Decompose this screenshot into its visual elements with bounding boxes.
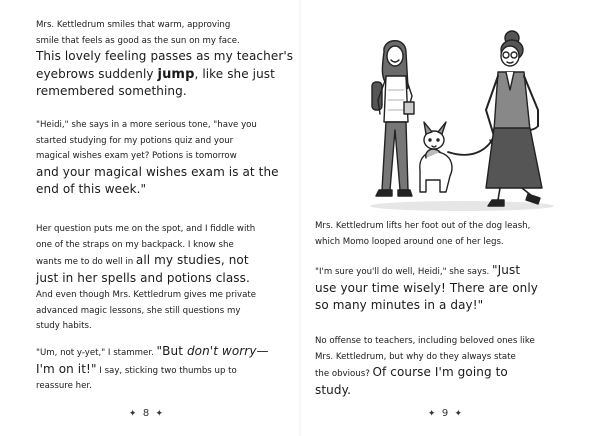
p1-line1: Mrs. Kettledrum smiles that warm, approving	[36, 20, 231, 30]
girl-figure	[372, 41, 414, 196]
p3-line7: study habits.	[36, 321, 92, 331]
p2-line4: and your magical wishes exam is at the	[36, 164, 279, 179]
p1-line3: This lovely feeling passes as my teacher's	[36, 49, 294, 63]
p4-line1c: don't worry	[186, 344, 257, 358]
paragraph-2	[36, 118, 279, 200]
p2-line5: end of this week."	[36, 182, 147, 196]
p3-line3a: the obvious?	[315, 369, 373, 379]
p3-line4: just in her spells and potions class.	[36, 270, 250, 285]
ornament-icon: ✦	[128, 409, 137, 419]
p4-line1a: "Um, not y-yet," I stammer.	[36, 348, 157, 358]
p2-line1a: "I'm sure you'll do well, Heidi," she says.	[315, 267, 493, 277]
p2-line1b: "Just	[492, 263, 521, 277]
p1-line2: smile that feels as good as the sun on my face.	[36, 35, 240, 46]
page-number: 9	[441, 408, 449, 419]
p2-line1: "Heidi," she says in a more serious tone, "have you	[36, 120, 257, 130]
p3-line4: study.	[315, 382, 351, 397]
p4-line2a: I'm on it!"	[36, 361, 97, 376]
p1-line2: which Momo looped around one of her legs.	[315, 236, 504, 247]
paragraph-3	[315, 334, 535, 400]
p3-line6: advanced magic lessons, she still questions my	[36, 305, 241, 316]
ornament-icon: ✦	[155, 409, 164, 419]
paragraph-1	[36, 18, 293, 102]
p3-line3a: wants me to do well in	[36, 257, 136, 267]
p2-line3: so many minutes in a day!"	[315, 298, 484, 312]
p4-line2b: I say, sticking two thumbs up to	[96, 365, 237, 376]
p3-line1: Her question puts me on the spot, and I fiddle with	[36, 224, 256, 234]
p1-line1: Mrs. Kettledrum lifts her foot out of the dog leash,	[315, 221, 531, 231]
p4-line1b: "But	[156, 344, 187, 358]
p2-line2: started studying for my potions quiz and your	[36, 135, 234, 146]
p3-line3b: all my studies, not	[135, 253, 249, 267]
p1-line4b: jump	[157, 66, 195, 82]
p4-line3: reassure her.	[36, 381, 92, 391]
p1-line4a: eyebrows suddenly	[36, 66, 158, 81]
paragraph-4	[36, 344, 269, 395]
ornament-icon: ✦	[427, 409, 436, 419]
p1-line5: remembered something.	[36, 84, 187, 98]
p3-line1: No offense to teachers, including beloved ones like	[315, 336, 535, 346]
page-number-right	[415, 408, 475, 419]
ornament-icon: ✦	[454, 409, 463, 419]
p3-line2: one of the straps on my backpack. I know she	[36, 239, 234, 250]
paragraph-1	[315, 219, 530, 250]
p3-line3b: Of course I'm going to	[372, 365, 508, 379]
p2-line2: use your time wisely! There are only	[315, 280, 539, 295]
p3-line5: And even though Mrs. Kettledrum gives me private	[36, 290, 257, 300]
p2-line3: magical wishes exam yet? Potions is tomorrow	[36, 151, 237, 161]
girl-teacher-dog-illustration-icon	[362, 30, 562, 214]
p4-line1d: —	[256, 344, 269, 358]
p1-line4c: , like she just	[194, 66, 275, 81]
page-number: 8	[142, 408, 150, 419]
page-number-left	[116, 408, 176, 419]
paragraph-3	[36, 222, 256, 335]
dog-figure	[420, 122, 452, 192]
p3-line2: Mrs. Kettledrum, but why do they always state	[315, 351, 516, 362]
teacher-figure	[486, 31, 542, 206]
paragraph-2	[315, 263, 538, 316]
